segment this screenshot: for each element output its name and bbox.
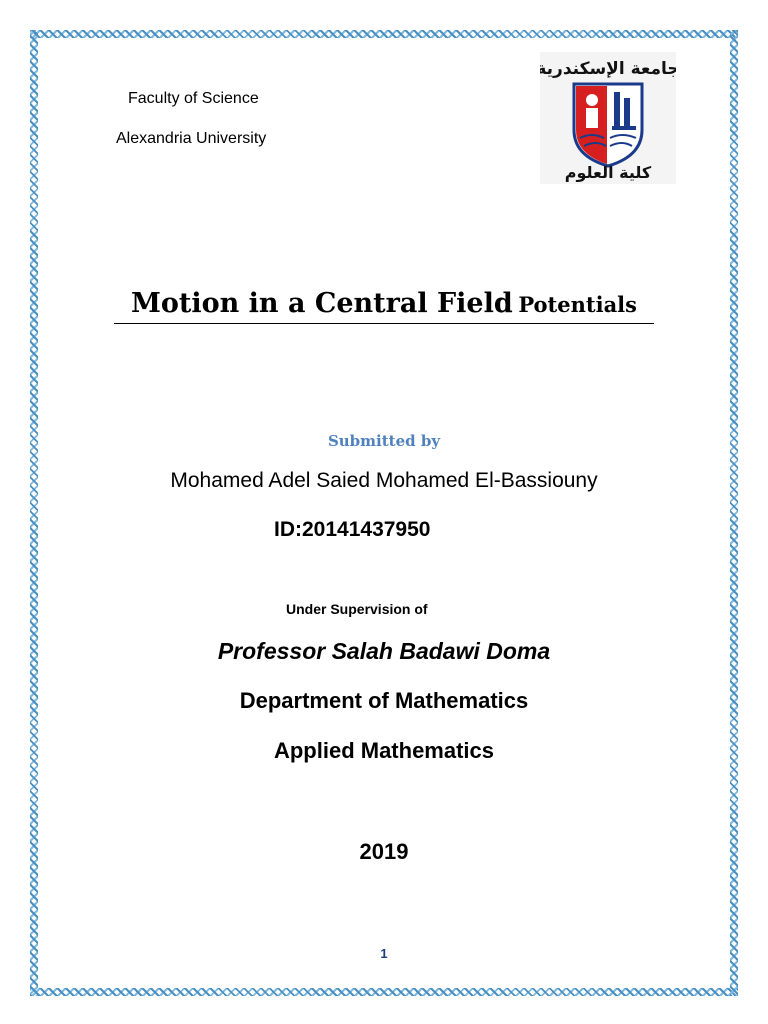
logo-arabic-top: جامعة الإسكندرية [540, 59, 676, 79]
faculty-name: Faculty of Science [128, 90, 259, 107]
year: 2019 [359, 839, 409, 864]
faculty-logo [540, 52, 676, 184]
department-name: Department of Mathematics [239, 688, 529, 713]
under-supervision-label: Under Supervision of [286, 601, 428, 617]
faculty-logo-graphic [540, 52, 676, 184]
border-bottom [30, 988, 738, 996]
university-name: Alexandria University [116, 130, 267, 147]
title-main: Motion in a Central Field [131, 288, 513, 319]
supervisor-name: Professor Salah Badawi Doma [217, 638, 551, 664]
student-name: Mohamed Adel Saied Mohamed El-Bassiouny [170, 469, 598, 492]
page-number: 1 [380, 946, 388, 961]
program-name: Applied Mathematics [273, 738, 495, 763]
title-suffix: Potentials [518, 292, 637, 317]
student-id: ID:20141437950 [274, 518, 431, 541]
document-title [114, 288, 654, 324]
border-top [30, 30, 738, 38]
logo-arabic-bottom: كلية العلوم [564, 163, 652, 182]
submitted-by-label: Submitted by [327, 432, 441, 450]
